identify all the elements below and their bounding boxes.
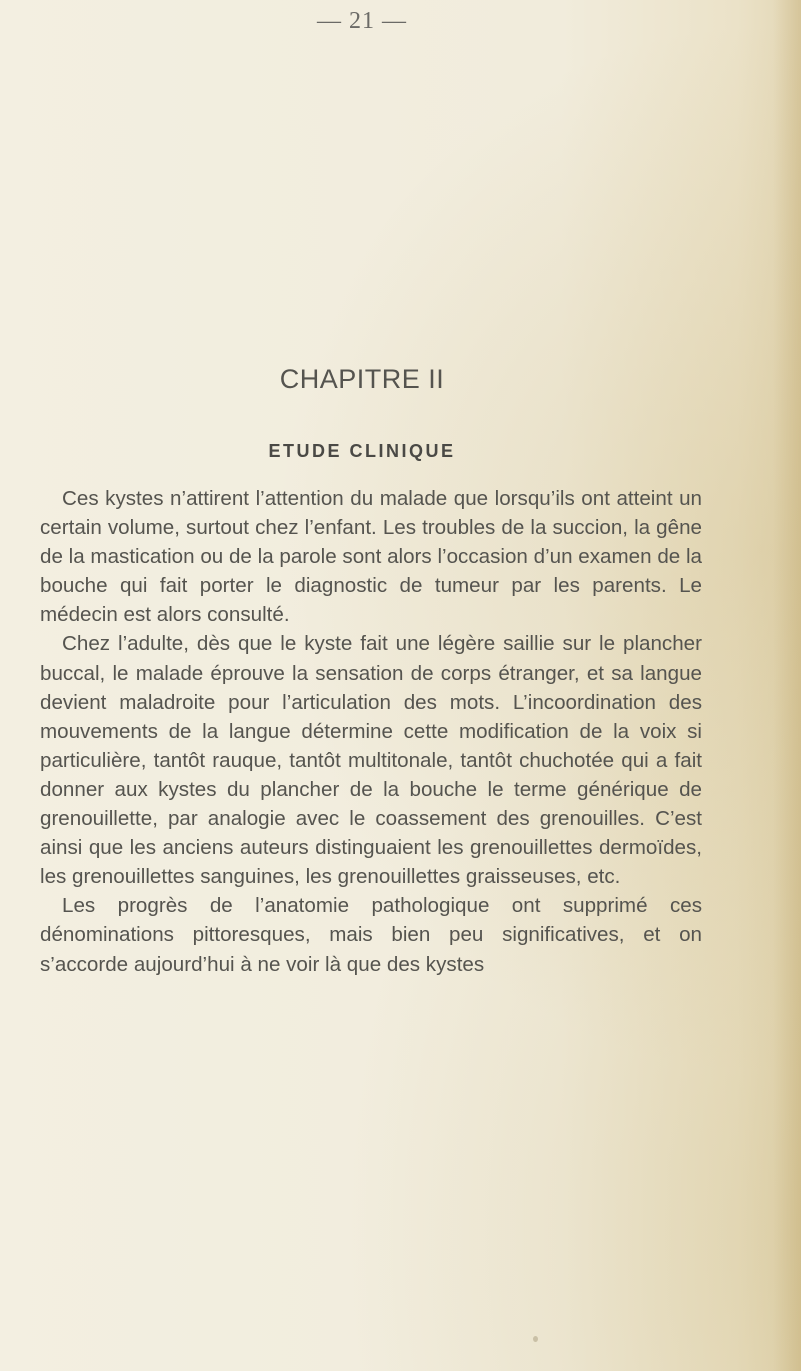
paper-speck xyxy=(533,1336,538,1342)
body-text xyxy=(40,484,702,979)
section-title: ETUDE CLINIQUE xyxy=(268,441,456,461)
page-number: — 21 — xyxy=(317,8,407,34)
paragraph: Chez l’adulte, dès que le kyste fait une légère saillie sur le plancher buccal, le malade éprouve la sensation de corps étranger, et sa langue devient maladroite pour l’articulation des mots. L’incoordination des mouvements de la langue détermine cette modification de la voix si particulière, tantôt rauque, tantôt multitonale, tantôt chuchotée qui a fait donner aux kystes du plancher de la bouche le terme générique de grenouillette, par analogie avec le coassement des grenouilles. C’est ainsi que les anciens auteurs distinguaient les grenouillettes dermoïdes, les grenouillettes sanguines, les grenouillettes graisseuses, etc. xyxy=(40,632,702,889)
paragraph: Les progrès de l’anatomie pathologique ont supprimé ces dénominations pittoresques, mais bien peu significatives, et on s’accorde aujourd’hui à ne voir là que des kystes xyxy=(40,894,702,976)
page-edge-shadow xyxy=(773,0,801,1371)
paragraph: Ces kystes n’attirent l’attention du malade que lorsqu’ils ont atteint un certain volume, surtout chez l’enfant. Les troubles de la succion, la gêne de la mastication ou de la parole sont alors l’occasion d’un examen de la bouche qui fait porter le diagnostic de tumeur par les parents. Le médecin est alors consulté. xyxy=(40,487,702,627)
chapter-title: CHAPITRE II xyxy=(279,364,445,394)
